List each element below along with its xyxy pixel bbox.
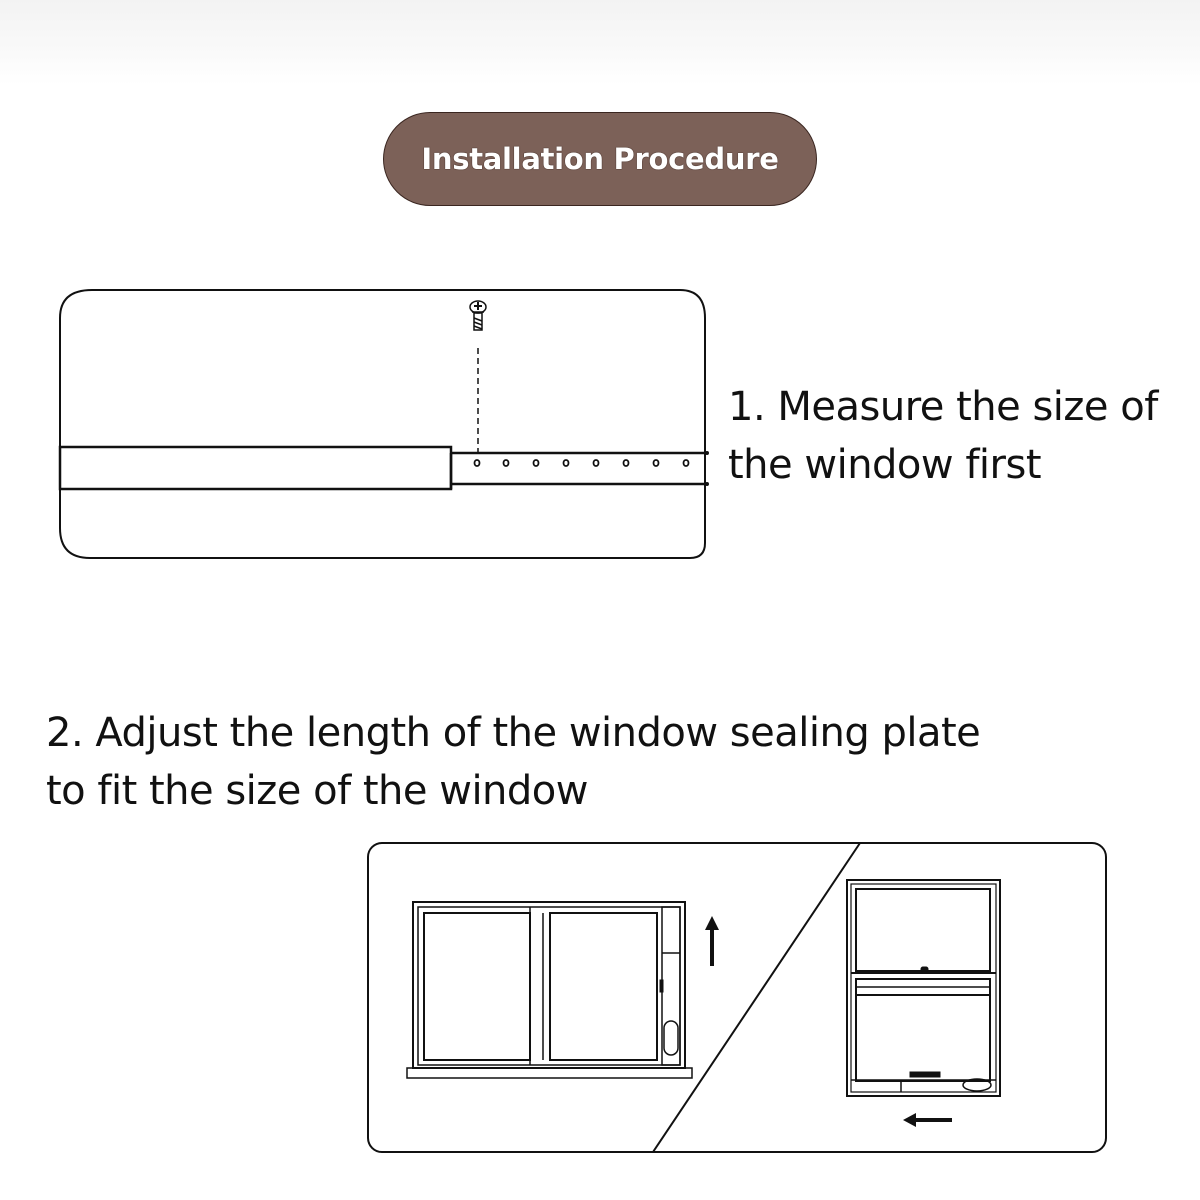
step-2-line-2: to fit the size of the window (46, 768, 588, 814)
hung-window-illustration (847, 880, 1000, 1102)
step-1-line-1: 1. Measure the size of (728, 384, 1158, 430)
illustration-panel (368, 843, 1106, 1152)
step-1-line-2: the window first (728, 442, 1041, 488)
sliding-window-illustration (407, 902, 692, 1078)
step-2-line-1: 2. Adjust the length of the window sealing plate (46, 710, 981, 756)
up-arrow-icon (705, 916, 719, 966)
left-arrow-icon (903, 1113, 952, 1127)
page-title: Installation Procedure (421, 142, 779, 176)
